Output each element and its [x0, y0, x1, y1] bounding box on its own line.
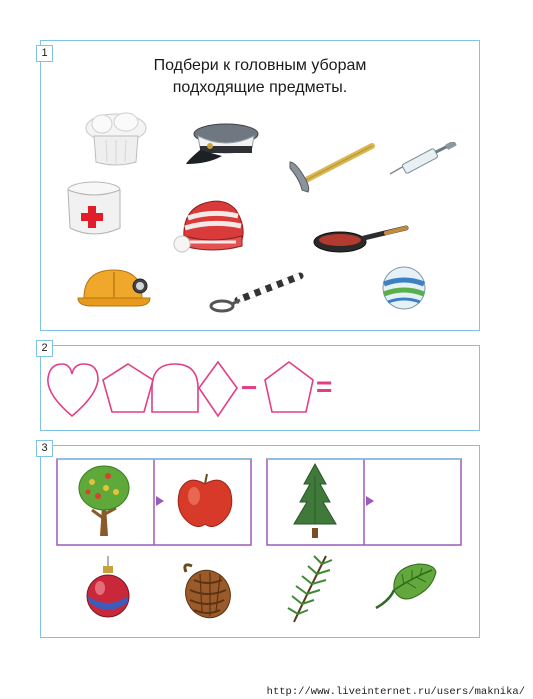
diamond-shape	[199, 362, 237, 416]
pickaxe-icon	[286, 140, 378, 196]
task-2-number: 2	[36, 340, 53, 357]
christmas-ornament-icon	[84, 556, 132, 622]
apple-tree-icon	[76, 462, 132, 540]
syringe-icon	[388, 142, 460, 178]
nurse-cap-icon	[64, 180, 126, 240]
footer-url[interactable]: http://www.liveinternet.ru/users/maknika/	[266, 686, 525, 698]
equals-sign: =	[316, 371, 333, 402]
skipping-rope-handle-icon	[208, 266, 306, 314]
spruce-branch-icon	[286, 552, 334, 624]
task-1-title-line-2: подходящие предметы.	[172, 79, 348, 96]
arch-shape	[152, 364, 198, 412]
frying-pan-icon	[312, 222, 412, 258]
shape-equation	[44, 358, 344, 420]
apple-icon	[174, 470, 236, 530]
pine-cone-icon	[178, 560, 238, 620]
miner-helmet-icon	[76, 264, 154, 310]
pentagon-shape-2	[265, 362, 313, 412]
heart-shape	[48, 364, 98, 416]
peaked-cap-icon	[182, 120, 260, 168]
chef-hat-icon	[82, 110, 150, 168]
minus-sign: −	[241, 372, 258, 403]
pentagon-shape-1	[103, 364, 153, 412]
striped-hat-icon	[172, 192, 248, 258]
task-1-title-line-1: Подбери к головным уборам	[153, 57, 367, 74]
task-3-number: 3	[36, 440, 53, 457]
ball-icon	[380, 264, 428, 312]
task-1-number: 1	[36, 45, 53, 62]
leaf-icon	[372, 560, 438, 612]
fir-tree-icon	[290, 462, 340, 540]
